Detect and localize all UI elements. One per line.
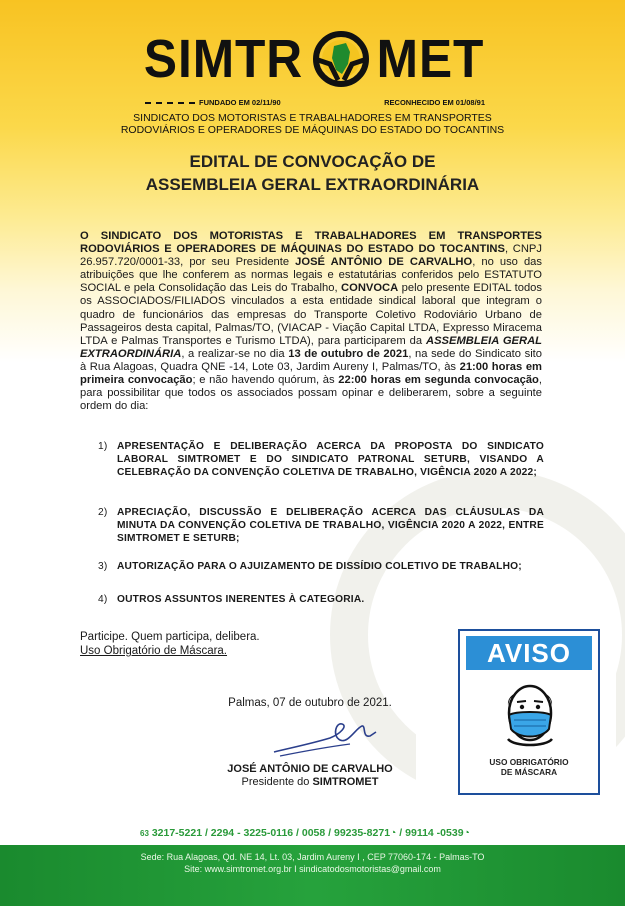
phone-numbers	[140, 827, 470, 839]
agenda-item	[98, 593, 544, 606]
union-full-name	[0, 112, 625, 136]
phone-list-2: / 99114 -0539	[396, 827, 464, 839]
assembly-date: 13 de outubro de 2021	[288, 347, 409, 360]
president-name: JOSÉ ANTÔNIO DE CARVALHO	[295, 256, 473, 269]
aviso-sign	[458, 629, 600, 795]
agenda-item	[98, 560, 544, 573]
closing-remarks	[80, 630, 260, 658]
agenda-number: 4)	[98, 594, 108, 605]
aviso-caption-line1: USO OBRIGATÓRIO	[489, 757, 569, 767]
logo-text-right: MET	[376, 29, 484, 89]
text-segment: , a realizar-se no dia	[181, 347, 289, 360]
footer-address: Sede: Rua Alagoas, Qd. NE 14, Lt. 03, Jardim Aureny I , CEP 77060-174 - Palmas-TO	[140, 852, 485, 862]
agenda-item	[98, 506, 544, 545]
agenda-number: 1)	[98, 441, 108, 452]
text-segment: , no uso das atribuições que lhe conferem as normas legais e estatutárias conferidos pelo ESTATUTO SOCIAL e pela Consolidação das Leis do Trabalho,	[80, 256, 542, 295]
whatsapp-icon: ◔	[463, 827, 470, 839]
logo	[0, 30, 625, 88]
phone-list: 3217-5221 / 2294 - 3225-0116 / 0058 / 99235-8271	[151, 827, 391, 839]
closing-line1: Participe. Quem participa, delibera.	[80, 631, 260, 643]
text-segment: ; e não havendo quórum, às	[192, 374, 339, 387]
title-line2: ASSEMBLEIA GERAL EXTRAORDINÁRIA	[145, 175, 480, 194]
signer-block	[190, 763, 430, 789]
agenda-text: AUTORIZAÇÃO PARA O AJUIZAMENTO DE DISSÍDIO COLETIVO DE TRABALHO;	[117, 561, 522, 572]
aviso-caption	[460, 757, 598, 777]
signer-role-prefix: Presidente do	[241, 776, 313, 788]
signer-role	[190, 776, 430, 789]
union-name-line2: RODOVIÁRIOS E OPERADORES DE MÁQUINAS DO ESTADO DO TOCANTINS	[120, 124, 505, 136]
convocation-paragraph	[80, 230, 542, 413]
document-title	[0, 150, 625, 196]
text-segment: , para possibilitar que todos os associados possam opinar e deliberarem, sobre a seguinte ordem do dia:	[80, 374, 542, 413]
closing-line2: Uso Obrigatório de Máscara.	[80, 645, 228, 657]
logo-text-left: SIMTR	[143, 29, 303, 89]
agenda-item	[98, 440, 544, 479]
title-line1: EDITAL DE CONVOCAÇÃO DE	[189, 152, 436, 171]
place-and-date: Palmas, 07 de outubro de 2021.	[228, 697, 392, 709]
agenda-number: 2)	[98, 507, 108, 518]
text-segment: , na sede do Sindicato sito à Rua Alagoas, Quadra QNE -14, Lote 03, Jardim Aureny I, Palmas/TO, às	[80, 347, 543, 373]
text-segment: , CNPJ 26.957.720/0001-33, por seu Presidente	[80, 243, 542, 269]
second-call-time: 22:00 horas em segunda convocação	[338, 374, 539, 387]
founded-info	[145, 96, 485, 110]
aviso-title: AVISO	[466, 636, 592, 670]
signature-icon	[270, 718, 380, 760]
signer-name: JOSÉ ANTÔNIO DE CARVALHO	[227, 763, 393, 775]
agenda-text: OUTROS ASSUNTOS INERENTES À CATEGORIA.	[117, 594, 365, 605]
whatsapp-icon: ◔	[390, 827, 397, 839]
union-name-line1: SINDICATO DOS MOTORISTAS E TRABALHADORES EM TRANSPORTES	[133, 112, 492, 124]
masked-face-icon	[494, 675, 566, 753]
assembly-name: ASSEMBLEIA GERAL EXTRAORDINÁRIA	[80, 334, 542, 360]
mask-notice	[416, 607, 616, 807]
text-segment: pelo presente EDITAL todos os ASSOCIADOS/FILIADOS vinculados a esta entidade sindical laboral que integram o quadro de funcionários das empresas do Transporte Coletivo Rodoviário Urbano de Passageiros desta capital, Palmas/TO, (VIACAP - Viação Capital LTDA, Expresso Miracema LTDA e Palmas Transportes e Turismo LTDA), para participarem da	[80, 282, 542, 347]
aviso-caption-line2: DE MÁSCARA	[500, 767, 558, 777]
letterhead	[0, 30, 625, 88]
recognized-date: RECONHECIDO EM 01/08/91	[384, 98, 485, 107]
union-name-bold: O SINDICATO DOS MOTORISTAS E TRABALHADORES EM TRANSPORTES RODOVIÁRIOS E OPERADORES DE MÁQUINAS DO ESTADO DO TOCANTINS	[80, 230, 542, 256]
agenda-number: 3)	[98, 561, 108, 572]
divider	[145, 102, 195, 104]
agenda-text: APRECIAÇÃO, DISCUSSÃO E DELIBERAÇÃO ACERCA DAS CLÁUSULAS DA MINUTA DA CONVENÇÃO COLETIVA DE TRABALHO, VIGÊNCIA 2020 A 2022, ENTRE SIMTROMET E SETURB;	[117, 507, 544, 544]
first-call-time: 21:00 horas em primeira convocação	[80, 360, 542, 387]
founded-date: FUNDADO EM 02/11/90	[199, 98, 281, 107]
signer-org: SIMTROMET	[312, 776, 379, 788]
steering-wheel-icon	[312, 30, 370, 88]
convoca-word: CONVOCA	[341, 282, 399, 295]
footer-bar	[0, 845, 625, 906]
footer-contact: Site: www.simtromet.org.br I sindicatodosmotoristas@gmail.com	[184, 864, 441, 874]
area-code: 63	[140, 829, 149, 838]
agenda-text: APRESENTAÇÃO E DELIBERAÇÃO ACERCA DA PROPOSTA DO SINDICATO LABORAL SIMTROMET E DO SINDICATO PATRONAL SETURB, VISANDO A CELEBRAÇÃO DA CONVENÇÃO COLETIVA DE TRABALHO, VIGÊNCIA 2020 A 2022;	[117, 441, 544, 478]
